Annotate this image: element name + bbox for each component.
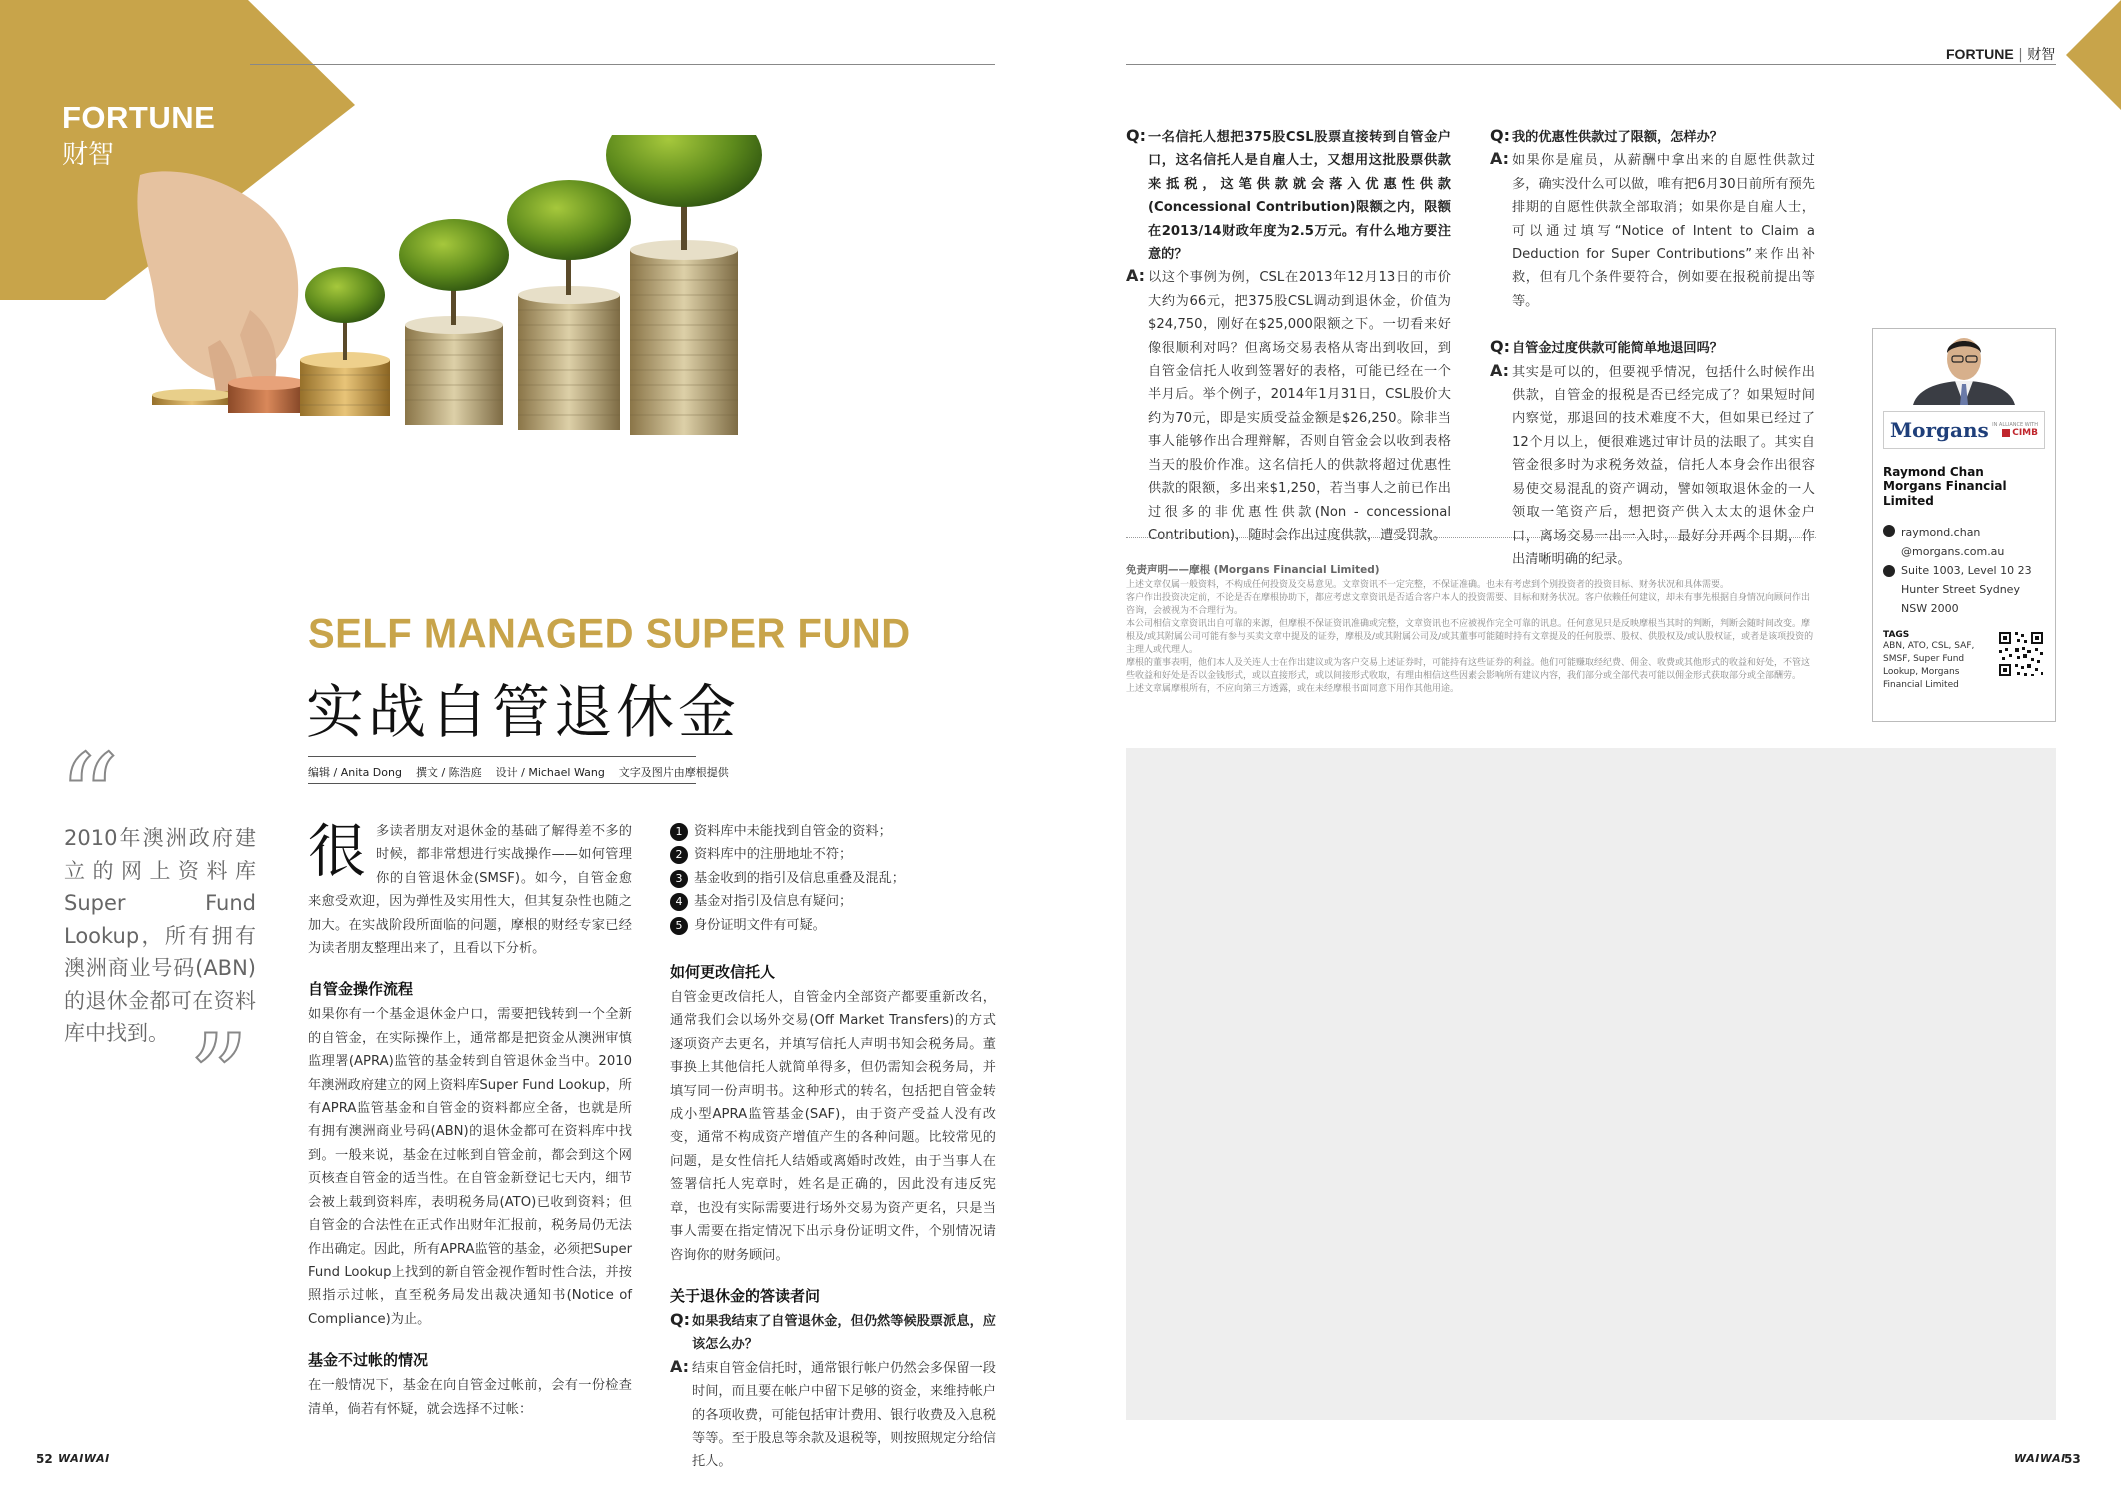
magazine-logo-right: WAIWAI	[2014, 1452, 2066, 1465]
pull-quote-text: 2010年澳洲政府建立的网上资料库Super Fund Lookup，所有拥有澳洲商业号码(ABN)的退休金都可在资料库中找到。	[64, 826, 256, 1045]
morgans-logo: Morgans	[1890, 418, 1989, 442]
qa-answer	[1490, 149, 1815, 313]
qa-text: 其实是可以的，但要视乎情况，包括什么时候作出供款，自管金的报税是否已经完成了？如果短时间内察觉，那退回的技术难度不大，但如果已经过了12个月以上，便很难逃过审计员的法眼了。其实自管金很多时为求税务效益，信托人本身会作出很容易使交易混乱的资产调动，譬如领取退休金的一人领取一笔资产后，想把资产供入太太的退休金户口，离场交易一出一入时，最好分开两个日期，作出清晰明确的纪录。	[1512, 364, 1815, 567]
qa-question	[1490, 126, 1815, 149]
list-text: 资料库中未能找到自管金的资料；	[694, 824, 892, 839]
section-body-change-trustee: 自管金更改信托人，自管金内全部资产都要重新改名，通常我们会以场外交易(Off Market Transfers)的方式逐项资产去更名，并填写信托人声明书知会税务局。董事换上其他信托人就简单得多，但仍需知会税务局，并填写同一份声明书。这种形式的转名，包括把自管金转成小型APRA监管基金(SAF)，由于资产受益人没有改变，通常不构成资产增值产生的各种问题。比较常见的问题，是女性信托人结婚或离婚时改姓，由于当事人在签署信托人宪章时，姓名是正确的，因此没有违反宪章，也没有实际需要进行场外交易为资产更名，只是当事人需要在指定情况下出示身份证明文件，个别情况请咨询你的财务顾问。	[670, 990, 996, 1263]
qa-tag: A:	[1490, 360, 1510, 380]
qa-question	[670, 1310, 996, 1357]
disclaimer-line: 本公司相信文章资讯出自可靠的来源，但摩根不保证资讯准确或完整，文章资讯也不应被视作完全可靠的讯息。任何意见只是反映摩根当其时的判断，判断会随时间改变。摩根及/或其附属公司可能有参与买卖文章中提及的证券，摩根及/或其附属公司及/或其董事可能随时持有文章提及的任何股票、股权、供股权及/或认股权证，或者是该项投资的主理人或代理人。	[1126, 619, 1814, 655]
qa-tag: Q:	[1126, 126, 1146, 145]
advisor-name: Raymond Chan	[1883, 465, 1984, 479]
list-number: 3	[670, 870, 688, 888]
list-item	[670, 914, 996, 937]
list-number: 1	[670, 823, 688, 841]
qa-text: 结束自管金信托时，通常银行帐户仍然会多保留一段时间，而且要在帐户中留下足够的资金，来维持帐户的各项收费，可能包括审计费用、银行收费及入息税等等。至于股息等余款及退税等，则按照规定分给信托人。	[692, 1360, 996, 1470]
list-text: 基金对指引及信息有疑问；	[694, 894, 853, 910]
running-header-sep: |	[2018, 47, 2023, 63]
alliance-text: IN ALLIANCE WITH	[1992, 422, 2038, 428]
credits-rule-bottom	[308, 783, 696, 784]
qa-answer	[1490, 361, 1815, 572]
qa-right	[1490, 126, 1815, 571]
coin-trees-illustration	[100, 135, 1000, 565]
gold-corner-right	[2066, 0, 2121, 110]
article-title: 实战自管退休金	[306, 678, 741, 746]
list-item	[670, 867, 996, 890]
qa-text: 以这个事例为例，CSL在2013年12月13日的市价大约为66元，把375股CSL调动到退休金，价值为$24,750，刚好在$25,000限额之下。一切看来好像很顺利对吗？但离场交易表格从寄出到收回，到自管金信托人收到签署好的表格，可能已经在一个半月后。举个例子，2014年1月31日，CSL股价大约为70元，即是实质受益金额是$26,250。除非当事人能够作出合理辩解，否则自管金会以收到表格当天的股价作准。这名信托人的供款将超过优惠性供款的限额，多出来$1,250，若当事人之前已作出过很多的非优惠性供款(Non - concessional Contribution)，随时会作出过度供款，遭受罚款。	[1148, 270, 1451, 543]
running-header	[1946, 44, 2055, 64]
list-number: 4	[670, 893, 688, 911]
email-icon	[1883, 525, 1895, 537]
list-item	[670, 890, 996, 913]
section-heading-workflow: 自管金操作流程	[308, 980, 414, 999]
qa-text: 如果我结束了自管退休金，但仍然等候股票派息，应该怎么办？	[692, 1313, 996, 1353]
top-rule-right	[1126, 64, 2056, 65]
disclaimer-rule	[1126, 537, 1816, 538]
credits-rule	[308, 756, 696, 757]
advisor-photo	[1873, 329, 2055, 405]
contact-email[interactable]: raymond.chan @morgans.com.au	[1901, 526, 2005, 558]
list-text: 基金收到的指引及信息重叠及混乱；	[694, 870, 905, 886]
section-label-zh: 财智	[62, 140, 115, 170]
qa-tag: A:	[1126, 266, 1146, 286]
contact-address: Suite 1003, Level 10 23 Hunter Street Sydney NSW 2000	[1901, 564, 2032, 615]
advisor-card	[1872, 328, 2056, 722]
article-kicker: SELF MANAGED SUPER FUND	[308, 610, 911, 658]
list-number: 2	[670, 846, 688, 864]
qa-tag: Q:	[1490, 337, 1510, 357]
section-heading-no-transfer: 基金不过帐的情况	[308, 1351, 429, 1370]
column-1	[308, 817, 632, 1421]
qa-tag: A:	[670, 1356, 690, 1376]
disclaimer-heading: 免责声明——摩根 (Morgans Financial Limited)	[1126, 564, 1380, 576]
list-item	[670, 843, 996, 866]
disclaimer-line: 上述文章属摩根所有，不应向第三方透露，或在未经摩根书面同意下用作其他用途。	[1126, 684, 1460, 694]
intro-text: 多读者朋友对退休金的基础了解得差不多的时候，都非常想进行实战操作——如何管理你的自管退休金(SMSF)。如今，自管金愈来愈受欢迎，因为弹性及实用性大，但其复杂性也随之加大。在实战阶段所面临的问题，摩根的财经专家已经为读者朋友整理出来了，且看以下分析。	[308, 824, 632, 957]
qa-question	[1126, 126, 1451, 266]
qa-left	[670, 1310, 996, 1474]
pull-quote-close-mark: ”	[188, 1010, 250, 1149]
disclaimer-line: 上述文章仅属一般资料，不构成任何投资及交易意见。文章资讯不一定完整，不保证准确。也未有考虑到个别投资者的投资目标、财务状况和具体需要。	[1126, 580, 1730, 590]
cimb-icon	[2002, 429, 2010, 437]
list-number: 5	[670, 917, 688, 935]
disclaimer	[1126, 562, 1816, 696]
qa-answer	[670, 1357, 996, 1474]
qa-tag: A:	[1490, 149, 1510, 169]
cimb-logo	[2002, 428, 2038, 438]
top-rule-left	[250, 64, 995, 65]
qa-text: 自管金过度供款可能简单地退回吗？	[1512, 341, 1723, 357]
intro-paragraph	[308, 817, 632, 960]
advertisement-placeholder	[1126, 748, 2056, 1420]
qa-text: 如果你是雇员，从薪酬中拿出来的自愿性供款过多，确实没什么可以做，唯有把6月30日前所有预先排期的自愿性供款全部取消；如果你是自雇人士，可以通过填写“Notice of Intent to Claim a Deduction for Super Contributions”来作出补救，但有几个条件要符合，例如要在报税前提出等等。	[1512, 153, 1815, 309]
disclaimer-line: 客户作出投资决定前，不论是否在摩根协助下，都应考虑文章资讯是否适合客户本人的投资需要、目标和财务状况。客户依赖任何建议，却未有事先根据自身情况向顾问作出咨询，会被视为不合理行为。	[1126, 593, 1811, 616]
contact-address-row	[1883, 561, 2045, 618]
list-text: 资料库中的注册地址不符；	[694, 847, 853, 863]
qa-middle	[1126, 126, 1451, 547]
list-text: 身份证明文件有可疑。	[694, 917, 826, 933]
checklist	[670, 820, 996, 937]
qa-text: 我的优惠性供款过了限额，怎样办？	[1512, 130, 1723, 145]
location-icon	[1883, 565, 1895, 577]
page-number-left: 52	[36, 1452, 53, 1466]
pull-quote-open-mark: “	[58, 730, 120, 869]
contact-email-row	[1883, 523, 2045, 561]
magazine-logo-left: WAIWAI	[58, 1452, 110, 1465]
section-body-no-transfer: 在一般情况下，基金在向自管金过帐前，会有一份检查清单，倘若有怀疑，就会选择不过帐：	[308, 1378, 632, 1417]
running-header-zh: 财智	[2027, 47, 2056, 63]
advisor-company: Morgans Financial Limited	[1883, 479, 2007, 508]
cimb-text: CIMB	[2012, 428, 2038, 438]
qa-answer	[1126, 266, 1451, 547]
qr-code-icon[interactable]	[1997, 630, 2045, 678]
qa-tag: Q:	[1490, 126, 1510, 145]
tags-title: TAGS	[1883, 630, 1910, 640]
morgans-logo-box	[1883, 411, 2045, 449]
disclaimer-line: 摩根的董事表明，他们本人及关连人士在作出建议或为客户交易上述证券时，可能持有这些证券的利益。他们可能赚取经纪费、佣金、收费或其他形式的收益和好处，不管这些收益和好处是否以金钱形式，或以直接形式，或以间接形式收取，有理由相信这些因素会影响所有建议内容，我们部分或全部代表可能以佣金形式获取部分或全部酬劳。	[1126, 658, 1811, 681]
drop-cap: 很	[308, 817, 367, 885]
column-2	[670, 820, 996, 1474]
page-number-right: 53	[2064, 1452, 2081, 1466]
qa-question	[1490, 337, 1815, 360]
section-heading-change-trustee: 如何更改信托人	[670, 963, 776, 982]
qa-tag: Q:	[670, 1309, 690, 1329]
qa-text: 一名信托人想把375股CSL股票直接转到自管金户口，这名信托人是自雇人士，又想用这批股票供款来抵税，这笔供款就会落入优惠性供款(Concessional Contribution)限额之内，限额在2013/14财政年度为2.5万元。有什么地方要注意的？	[1148, 130, 1451, 263]
credits-line: 编辑 / Anita Dong 撰文 / 陈浩庭 设计 / Michael Wang 文字及图片由摩根提供	[308, 766, 729, 779]
running-header-en: FORTUNE	[1946, 46, 2014, 62]
tags-block	[1883, 630, 2045, 692]
section-heading-qa: 关于退休金的答读者问	[670, 1286, 821, 1305]
section-label-en: FORTUNE	[62, 100, 216, 135]
tags-list: ABN, ATO, CSL, SAF, SMSF, Super Fund Lookup, Morgans Financial Limited	[1883, 641, 1975, 690]
section-body-workflow: 如果你有一个基金退休金户口，需要把钱转到一个全新的自管金，在实际操作上，通常都是把资金从澳洲审慎监理署(APRA)监管的基金转到自管退休金当中。2010年澳洲政府建立的网上资料库Super Fund Lookup，所有APRA监管基金和自管金的资料都应全备，也就是所有拥有澳洲商业号码(ABN)的退休金都可在资料库中找到。一般来说，基金在过帐到自管金前，都会到这个网页核查自管金的适当性。在自管金新登记七天内，细节会被上载到资料库，表明税务局(ATO)已收到资料；但自管金的合法性在正式作出财年汇报前，税务局仍无法作出确定。因此，所有APRA监管的基金，必须把Super Fund Lookup上找到的新自管金视作暂时性合法，并按照指示过帐，直至税务局发出裁决通知书(Notice of Compliance)为止。	[308, 1007, 632, 1327]
list-item	[670, 820, 996, 843]
